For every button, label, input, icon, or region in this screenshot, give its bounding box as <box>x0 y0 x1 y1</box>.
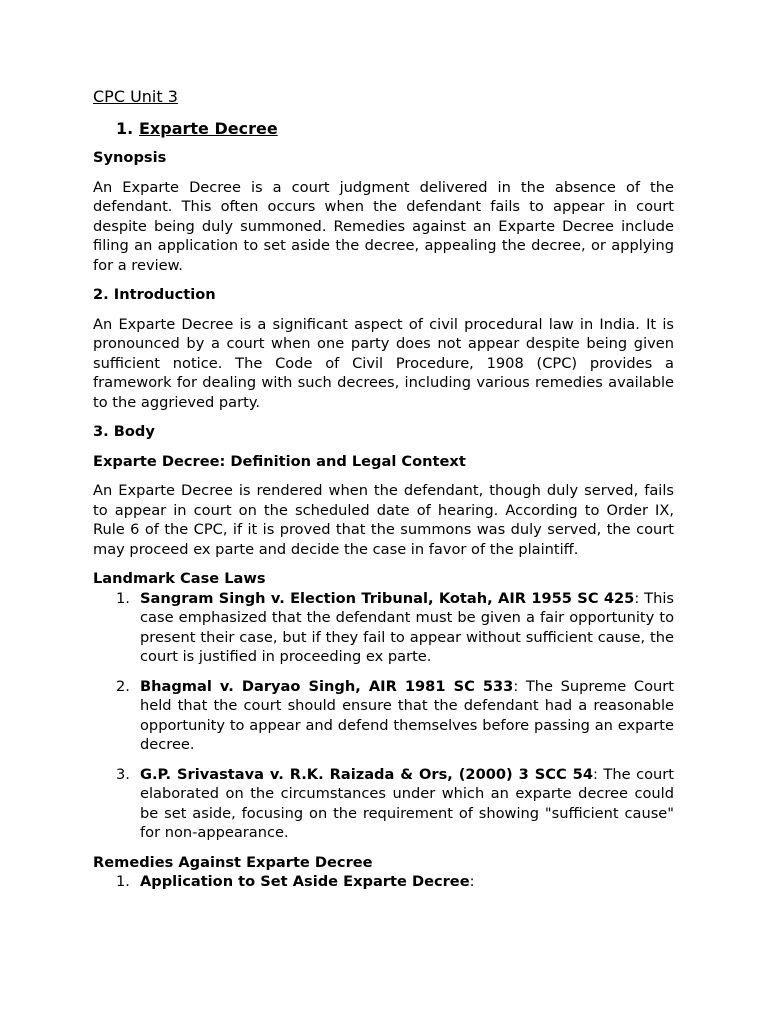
case-name: Bhagmal v. Daryao Singh, AIR 1981 SC 533 <box>140 677 514 695</box>
remedies-heading: Remedies Against Exparte Decree <box>93 853 373 871</box>
case-laws-heading: Landmark Case Laws <box>93 570 266 587</box>
case-law-list <box>93 589 674 843</box>
synopsis-heading: Synopsis <box>93 149 167 166</box>
case-law-item <box>93 589 674 667</box>
list-marker: 2. <box>116 677 130 695</box>
remedies-list <box>93 872 674 892</box>
introduction-heading: 2. Introduction <box>93 286 216 303</box>
list-marker: 3. <box>116 765 130 783</box>
case-law-item <box>93 677 674 755</box>
remedy-item <box>93 872 674 892</box>
section-number: 1. <box>116 119 134 138</box>
list-marker: 1. <box>116 589 130 607</box>
remedy-description: : <box>469 873 475 890</box>
case-description: : The Supreme Court held that the court should ensure that the defendant had a reasonable opportunity to appear and defend themselves before passing an exparte decree. <box>140 677 674 753</box>
case-description: : This case emphasized that the defendant must be given a fair opportunity to present their case, but if they fail to appear without sufficient cause, the court is justified in proceeding ex parte. <box>140 589 674 665</box>
case-name: Sangram Singh v. Election Tribunal, Kotah, AIR 1955 SC 425 <box>140 589 635 607</box>
body-heading: 3. Body <box>93 423 155 440</box>
synopsis-paragraph: An Exparte Decree is a court judgment delivered in the absence of the defendant. This often occurs when the defendant fails to appear in court despite being duly summoned. Remedies against an Exparte Decree include filing an application to set aside the decree, appealing the decree, or applying for a review. <box>93 178 674 274</box>
case-law-item <box>93 765 674 843</box>
list-marker: 1. <box>116 873 130 890</box>
section-heading-exparte-decree <box>93 118 674 140</box>
document-title: CPC Unit 3 <box>93 87 178 106</box>
section-title-text: Exparte Decree <box>139 119 278 138</box>
remedy-name: Application to Set Aside Exparte Decree <box>140 873 470 890</box>
document-page <box>93 86 674 892</box>
definition-heading: Exparte Decree: Definition and Legal Context <box>93 452 466 470</box>
introduction-paragraph: An Exparte Decree is a significant aspect of civil procedural law in India. It is pronounced by a court when one party does not appear despite being given sufficient notice. The Code of Civil Procedure, 1908 (CPC) provides a framework for dealing with such decrees, including various remedies available to the aggrieved party. <box>93 315 674 411</box>
definition-paragraph: An Exparte Decree is rendered when the defendant, though duly served, fails to appear in court on the scheduled date of hearing. According to Order IX, Rule 6 of the CPC, if it is proved that the summons was duly served, the court may proceed ex parte and decide the case in favor of the plaintiff. <box>93 482 674 558</box>
case-description: : The court elaborated on the circumstances under which an exparte decree could be set aside, focusing on the requirement of showing "sufficient cause" for non-appearance. <box>140 765 674 841</box>
case-name: G.P. Srivastava v. R.K. Raizada & Ors, (2000) 3 SCC 54 <box>140 765 593 783</box>
